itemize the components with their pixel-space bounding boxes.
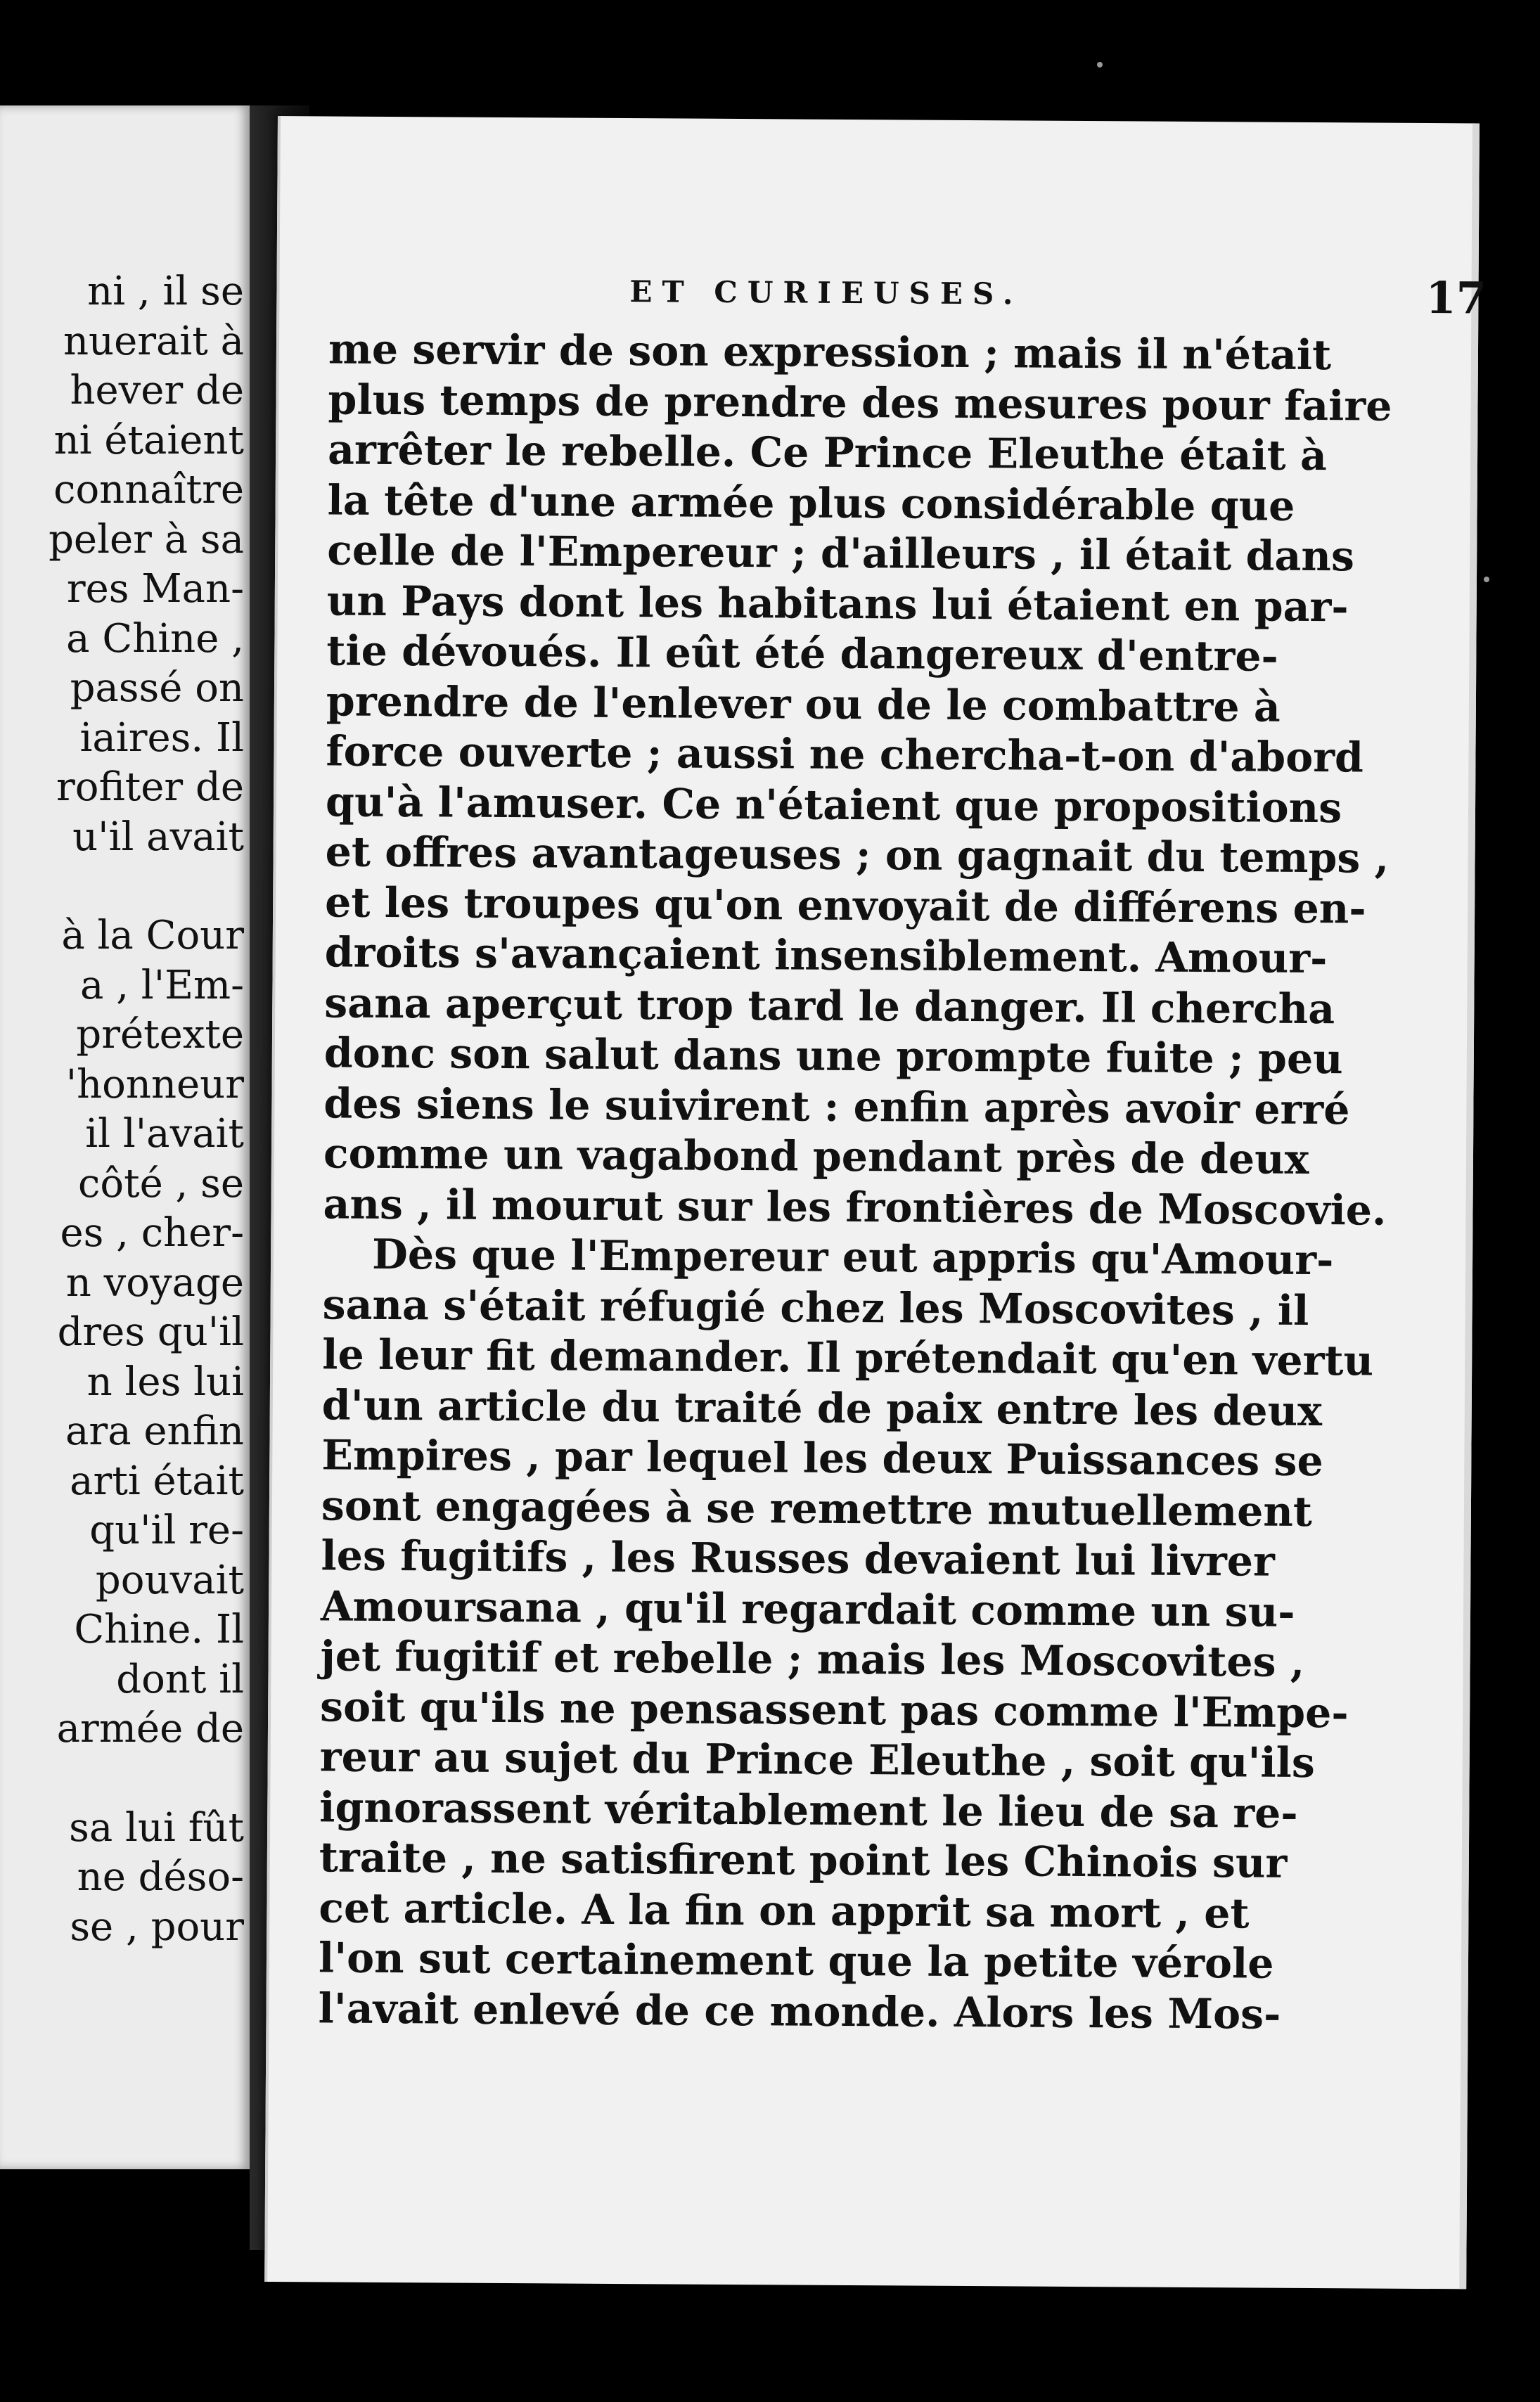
body-line: ans , il mourut sur les frontières de Moscovie. <box>323 1178 1387 1235</box>
left-page-line: rofiter de <box>56 764 244 810</box>
left-page-line: connaître <box>53 467 244 513</box>
body-line: cet article. A la fin on apprit sa mort , et <box>319 1882 1250 1937</box>
left-page-line <box>5 862 244 911</box>
left-page-line: armée de <box>56 1706 244 1752</box>
left-page-line: ni , il se <box>87 269 244 314</box>
left-page-line <box>5 1754 244 1804</box>
left-page-line: côté , se <box>77 1160 244 1207</box>
body-line: sana s'était réfugié chez les Moscovites , il <box>322 1279 1309 1335</box>
left-page-line: se , pour <box>70 1903 244 1950</box>
left-page-line: arti était <box>70 1458 244 1504</box>
body-line: qu'à l'amuser. Ce n'étaient que propositions <box>325 776 1342 832</box>
left-page-line: peler à sa <box>49 516 244 563</box>
left-page-line: a Chine , <box>66 615 244 662</box>
left-page-line: ara enfin <box>65 1408 244 1454</box>
left-page-line: hever de <box>70 368 244 413</box>
body-line: un Pays dont les habitans lui étaient en par- <box>326 575 1349 631</box>
body-line: et offres avantageuses ; on gagnait du temps , <box>325 827 1390 882</box>
left-page-line: pouvait <box>95 1557 244 1603</box>
body-line: Empires , par lequel les deux Puissances se <box>321 1430 1323 1486</box>
left-page-line: ne déso- <box>77 1854 244 1900</box>
body-line: plus temps de prendre des mesures pour faire <box>328 374 1392 430</box>
body-line: la tête d'une armée plus considérable que <box>327 475 1295 530</box>
body-line: ignorassent véritablement le lieu de sa re- <box>319 1782 1298 1837</box>
left-page-line: u'il avait <box>72 814 244 860</box>
body-line: comme un vagabond pendant près de deux <box>323 1129 1309 1183</box>
body-line: arrêter le rebelle. Ce Prince Eleuthe était à <box>327 425 1328 480</box>
body-line: Dès que l'Empereur eut appris qu'Amour- <box>371 1229 1334 1285</box>
body-line: reur au sujet du Prince Eleuthe , soit qu'ils <box>319 1732 1316 1787</box>
body-line: les fugitifs , les Russes devaient lui livrer <box>321 1531 1276 1586</box>
left-page-line: Chine. Il <box>74 1607 244 1652</box>
body-line: droits s'avançaient insensiblement. Amour- <box>324 927 1328 983</box>
body-line: et les troupes qu'on envoyait de différens en- <box>324 877 1366 932</box>
left-page-line: res Man- <box>66 566 244 612</box>
left-page-line: 'honneur <box>65 1061 244 1107</box>
left-page-line: dres qu'il <box>57 1309 244 1355</box>
body-line: sont engagées à se remettre mutuellement <box>321 1480 1313 1536</box>
left-page-line: n les lui <box>86 1359 244 1405</box>
body-line: donc son salut dans une prompte fuite ; peu <box>323 1028 1343 1084</box>
left-page-line: dont il <box>116 1656 244 1702</box>
left-page-line: a , l'Em- <box>80 962 244 1008</box>
running-head: ET CURIEUSES. <box>629 274 1023 312</box>
left-page-line: nuerait à <box>63 318 244 364</box>
left-page-line: il l'avait <box>85 1111 244 1157</box>
left-page-line: prétexte <box>76 1012 244 1058</box>
body-line: tie dévoués. Il eût été dangereux d'entre- <box>326 626 1279 681</box>
left-page-line: ni étaient <box>53 417 244 463</box>
body-line: sana aperçut trop tard le danger. Il chercha <box>324 977 1335 1033</box>
left-page <box>0 105 250 2169</box>
body-line: traite , ne satisfirent point les Chinois sur <box>319 1832 1288 1887</box>
left-page-line: sa lui fût <box>69 1804 244 1851</box>
body-line: prendre de l'enlever ou de le combattre à <box>326 676 1281 731</box>
left-page-line: es , cher- <box>60 1210 244 1256</box>
page-body-text <box>318 323 1392 2038</box>
left-page-line: qu'il re- <box>89 1508 244 1553</box>
body-line: jet fugitif et rebelle ; mais les Moscovites , <box>320 1631 1305 1686</box>
body-line: soit qu'ils ne pensassent pas comme l'Empe- <box>319 1681 1349 1737</box>
left-page-line: passé on <box>70 665 244 711</box>
body-line: le leur fit demander. Il prétendait qu'en vertu <box>322 1330 1374 1385</box>
page-number: 17 <box>1425 271 1487 324</box>
left-page-line: n voyage <box>65 1259 244 1306</box>
dust-speck <box>1097 62 1103 68</box>
body-line: Amoursana , qu'il regardait comme un su- <box>320 1581 1295 1636</box>
body-line: l'avait enlevé de ce monde. Alors les Mos- <box>318 1983 1281 2038</box>
body-line: l'on sut certainement que la petite vérole <box>318 1933 1274 1988</box>
left-page-line: à la Cour <box>61 913 244 958</box>
body-line: des siens le suivirent : enfin après avoir erré <box>323 1078 1350 1133</box>
body-line: d'un article du traité de paix entre les deux <box>321 1380 1323 1435</box>
right-page <box>264 116 1487 2289</box>
body-line: celle de l'Empereur ; d'ailleurs , il était dans <box>327 525 1355 581</box>
left-page-text <box>5 267 244 1952</box>
dust-speck <box>1484 577 1489 582</box>
body-line: me servir de son expression ; mais il n'était <box>328 324 1332 380</box>
body-line: force ouverte ; aussi ne chercha-t-on d'abord <box>326 726 1364 782</box>
left-page-line: iaires. Il <box>79 714 244 761</box>
